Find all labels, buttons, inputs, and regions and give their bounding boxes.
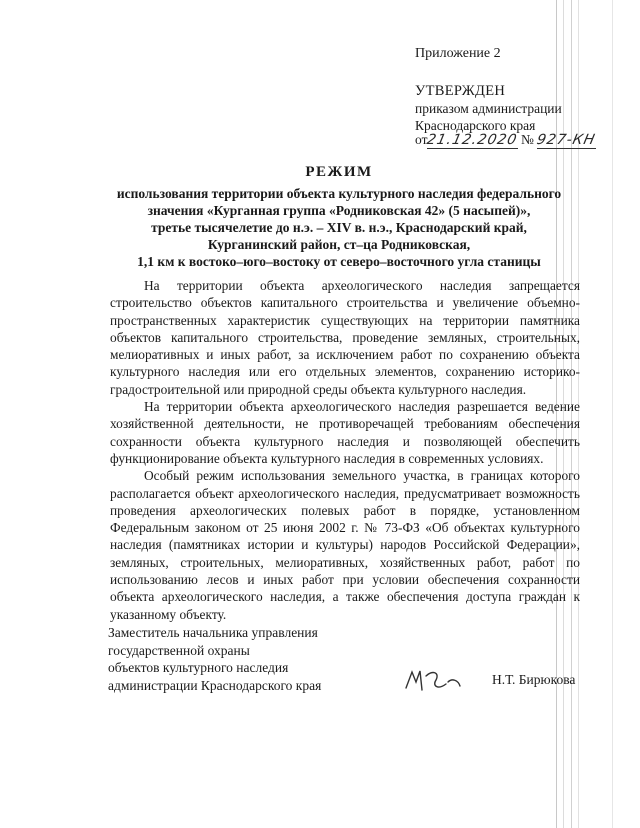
signer-position-line: администрации Краснодарского края	[108, 677, 322, 693]
signer-name: Н.Т. Бирюкова	[492, 672, 576, 687]
signer-position-line: государственной охраны	[108, 642, 250, 658]
heading-line: Курганинский район, ст–ца Родниковская,	[207, 237, 471, 252]
signer-position	[108, 624, 321, 694]
appendix-label: Приложение 2	[415, 46, 501, 61]
heading-line: 1,1 км к востоко–юго–востоку от северо–восточного угла станицы	[137, 254, 541, 269]
paragraph: Особый режим использования земельного участка, в границах которого располагается объект археологического наследия, предусматривает возможность проведения археологических полевых работ в порядке, установленном Федеральным законом от 25 июня 2002 г. № 73-ФЗ «Об объектах культурного наследия (памятниках истории и культуры) народов Российской Федерации», земляных, строительных, мелиоративных, хозяйственных работ, работ по использованию лесов и иных работ при условии обеспечения сохранности объекта археологического наследия, а также обеспечения доступа граждан к указанному объекту.	[110, 468, 580, 622]
order-number: 927-КН	[535, 132, 598, 148]
order-date: 21.12.2020	[425, 132, 520, 148]
document-body	[110, 277, 580, 623]
heading-line: значения «Курганная группа «Родниковская 42» (5 насыпей)»,	[147, 203, 531, 218]
heading-line: использования территории объекта культурного наследия федерального	[116, 186, 562, 201]
signer-position-line: Заместитель начальника управления	[108, 625, 318, 640]
signature-stroke	[406, 671, 460, 690]
document-title: РЕЖИМ	[305, 164, 373, 180]
order-date-number	[415, 132, 596, 149]
paragraph: На территории объекта археологического наследия разрешается ведение хозяйственной деятельности, не противоречащей требованиям обеспечения сохранности объекта культурного наследия и позволяющей обеспечить функционирование объекта культурного наследия в современных условиях.	[110, 399, 580, 466]
approved-label: УТВЕРЖДЕН	[415, 83, 506, 99]
order-line-2: Краснодарского края	[415, 118, 536, 133]
document-heading	[100, 185, 578, 270]
paragraph: На территории объекта археологического наследия запрещается строительство объектов капитального строительства и увеличение объемно-пространственных характеристик существующих на территории памятника объектов капитального строительства, проведение земляных, строительных, мелиоративных и иных работ, за исключением работ по сохранению объекта культурного наследия или его отдельных элементов, сохранению историко-градостроительной или природной среды объекта культурного наследия.	[110, 278, 580, 397]
handwritten-signature	[402, 668, 464, 694]
scan-artifact-line	[612, 0, 613, 828]
order-line-1: приказом администрации	[415, 101, 562, 116]
date-prefix: от	[415, 132, 428, 147]
heading-line: третье тысячелетие до н.э. – XIV в. н.э., Краснодарский край,	[151, 220, 527, 235]
number-prefix: №	[521, 132, 534, 147]
signer-position-line: объектов культурного наследия	[108, 660, 289, 675]
